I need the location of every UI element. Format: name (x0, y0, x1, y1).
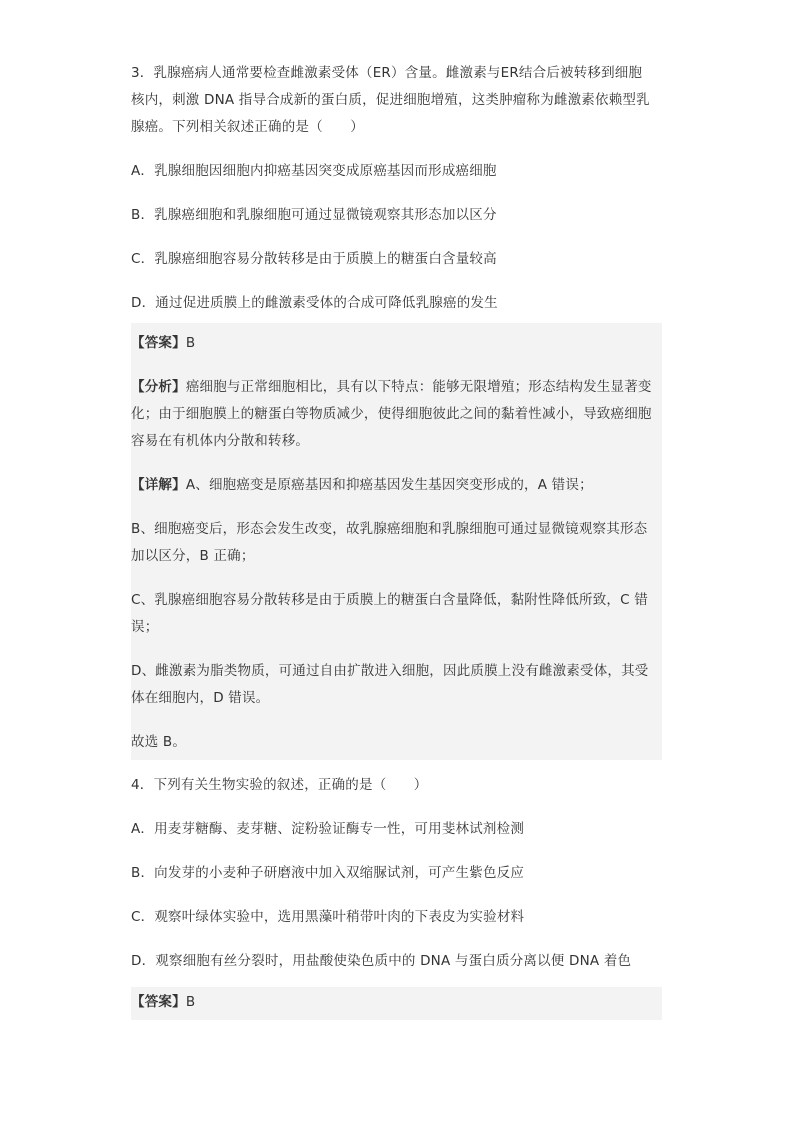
q3-option-b: B．乳腺癌细胞和乳腺细胞可通过显微镜观察其形态加以区分 (131, 207, 497, 223)
q3-conclusion: 故选 B。 (131, 734, 187, 750)
q4-stem: 4．下列有关生物实验的叙述，正确的是（ ） (131, 777, 428, 793)
q3-stem-line-3: 腺癌。下列相关叙述正确的是（ ） (131, 119, 364, 135)
q4-answer-tag: 【答案】 (131, 994, 186, 1010)
q3-analysis-line-1 (131, 374, 662, 401)
q3-detail-tag: 【详解】 (131, 477, 186, 493)
q3-stem-line-2: 核内，刺激 DNA 指导合成新的蛋白质，促进细胞增殖，这类肿瘤称为雌激素依赖型乳 (131, 92, 650, 108)
q3-answer-tag: 【答案】 (131, 335, 186, 351)
q3-option-d: D．通过促进质膜上的雌激素受体的合成可降低乳腺癌的发生 (131, 295, 498, 311)
q3-answer-section (131, 323, 662, 760)
q3-analysis-line-2: 化；由于细胞膜上的糖蛋白等物质减少，使得细胞彼此之间的黏着性减小，导致癌细胞 (131, 406, 652, 422)
q4-option-c: C．观察叶绿体实验中，选用黑藻叶稍带叶肉的下表皮为实验材料 (131, 909, 525, 925)
q3-detail-b-line-1: B、细胞癌变后，形态会发生改变，故乳腺癌细胞和乳腺细胞可通过显微镜观察其形态 (131, 521, 648, 537)
q3-analysis-tag: 【分析】 (131, 379, 186, 395)
q3-detail-b-line-2: 加以区分，B 正确； (131, 548, 255, 564)
q3-analysis-text-1: 癌细胞与正常细胞相比，具有以下特点：能够无限增殖；形态结构发生显著变 (185, 379, 652, 395)
document-page (131, 60, 662, 1020)
q4-answer (131, 989, 662, 1016)
q3-answer (131, 330, 662, 357)
q3-detail-a (131, 472, 662, 499)
q3-detail-c-line-1: C、乳腺癌细胞容易分散转移是由于质膜上的糖蛋白含量降低，黏附性降低所致，C 错 (131, 592, 648, 608)
q3-stem-line-1: 3．乳腺癌病人通常要检查雌激素受体（ER）含量。雌激素与ER结合后被转移到细胞 (131, 65, 643, 81)
q4-answer-section (131, 987, 662, 1020)
q3-answer-value: B (185, 335, 196, 351)
q3-option-c: C．乳腺癌细胞容易分散转移是由于质膜上的糖蛋白含量较高 (131, 251, 497, 267)
q4-option-a: A．用麦芽糖酶、麦芽糖、淀粉验证酶专一性，可用斐林试剂检测 (131, 821, 525, 837)
q4-answer-value: B (185, 994, 196, 1010)
q3-detail-c-line-2: 误； (131, 619, 159, 635)
q4-option-b: B．向发芽的小麦种子研磨液中加入双缩脲试剂，可产生紫色反应 (131, 865, 525, 881)
q4-option-d: D．观察细胞有丝分裂时，用盐酸使染色质中的 DNA 与蛋白质分离以便 DNA 着色 (131, 953, 632, 969)
q3-detail-d-line-2: 体在细胞内，D 错误。 (131, 690, 270, 706)
q3-analysis-line-3: 容易在有机体内分散和转移。 (131, 433, 310, 449)
q3-detail-d-line-1: D、雌激素为脂类物质，可通过自由扩散进入细胞，因此质膜上没有雌激素受体，其受 (131, 663, 649, 679)
question-3 (131, 60, 662, 760)
q3-detail-a-text: A、细胞癌变是原癌基因和抑癌基因发生基因突变形成的，A 错误； (185, 477, 593, 493)
question-4 (131, 772, 662, 1020)
q3-option-a: A．乳腺细胞因细胞内抑癌基因突变成原癌基因而形成癌细胞 (131, 163, 497, 179)
